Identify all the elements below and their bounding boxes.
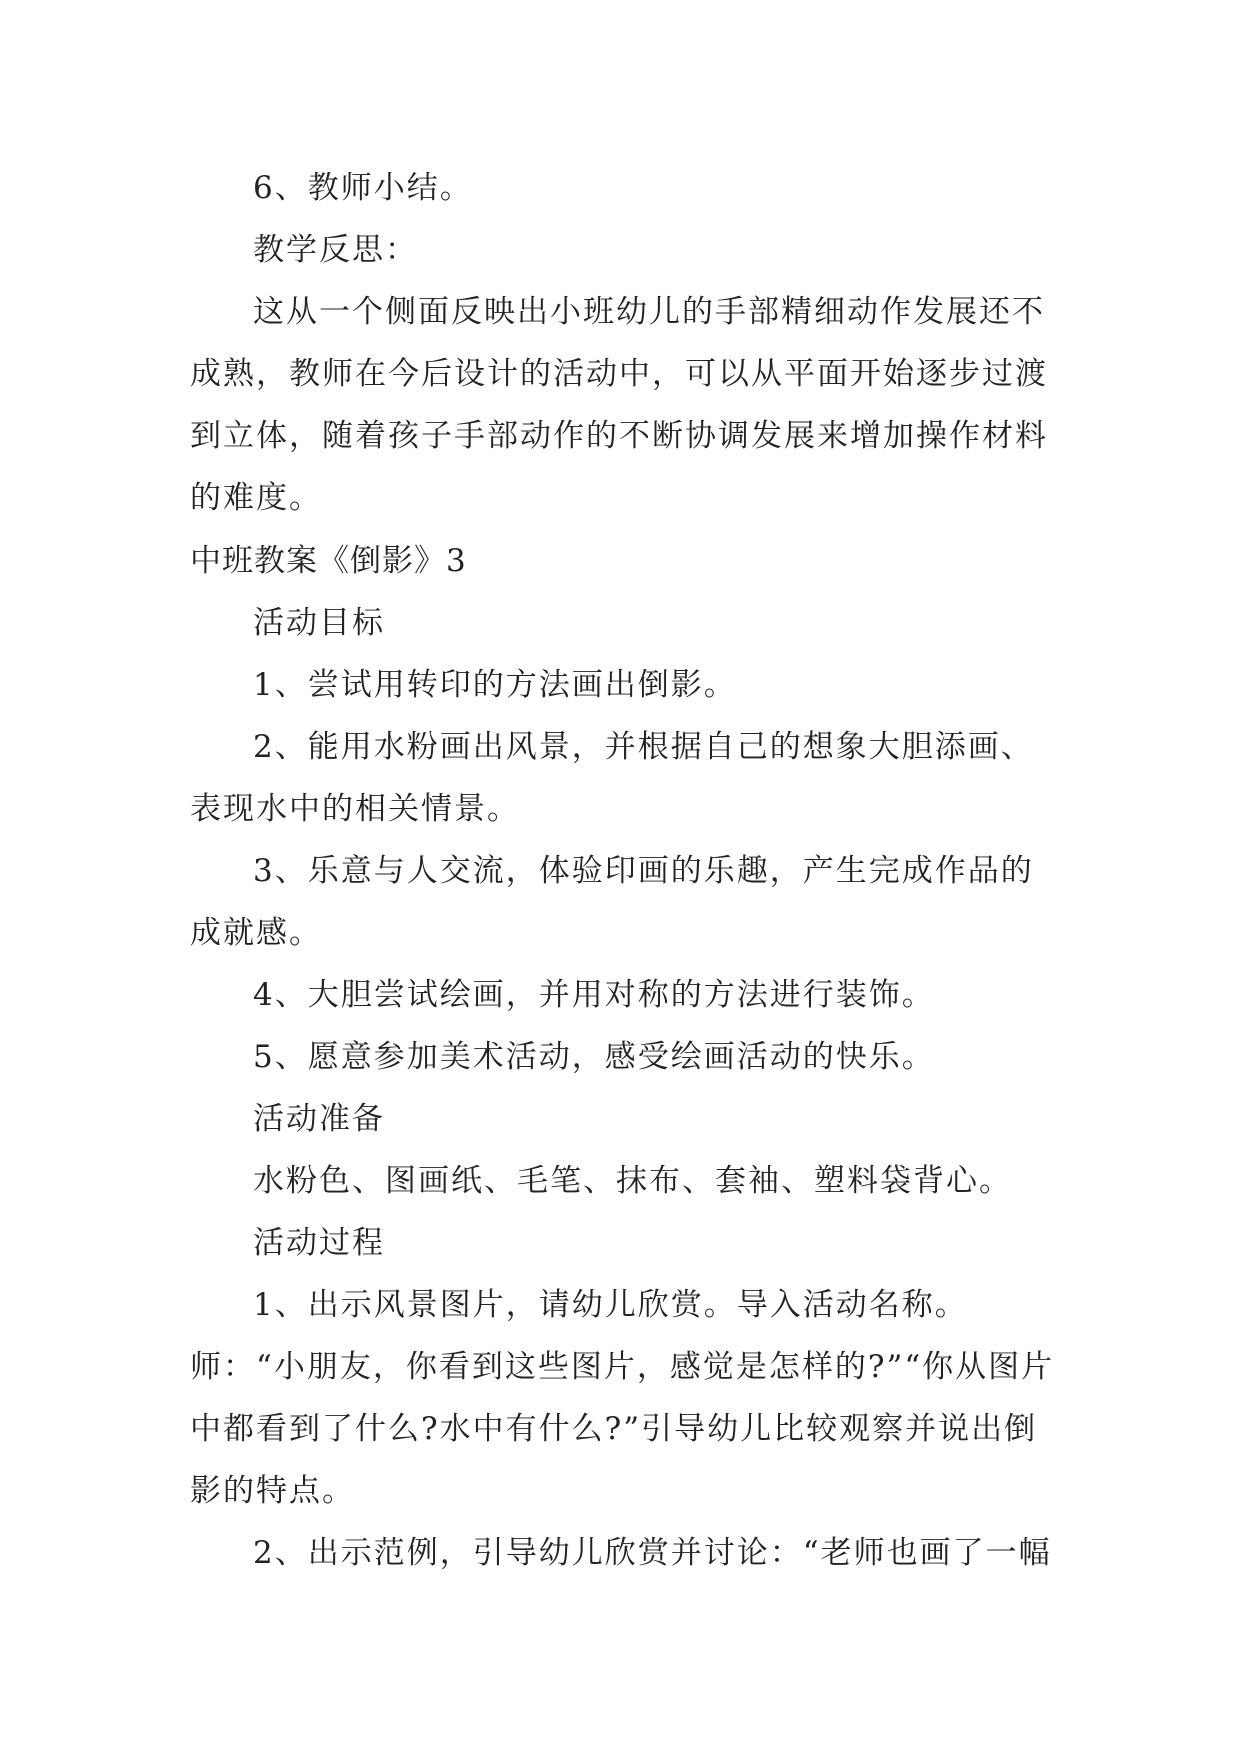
reflection-paragraph: 这从一个侧面反映出小班幼儿的手部精细动作发展还不成熟，教师在今后设计的活动中，可以从平面开始逐步过渡到立体，随着孩子手部动作的不断协调发展来增加操作材料的难度。: [190, 294, 1048, 516]
preparation-materials: 水粉色、图画纸、毛笔、抹布、套袖、塑料袋背心。: [253, 1163, 1012, 1199]
process-step: 1、出示风景图片，请幼儿欣赏。导入活动名称。师：“小朋友，你看到这些图片，感觉是怎样的?”“你从图片中都看到了什么?水中有什么?”引导幼儿比较观察并说出倒影的特点。: [190, 1287, 1055, 1509]
goal-item: 3、乐意与人交流，体验印画的乐趣，产生完成作品的成就感。: [190, 853, 1034, 951]
goal-item: 5、愿意参加美术活动，感受绘画活动的快乐。: [253, 1039, 935, 1075]
reflection-heading: 教学反思：: [253, 232, 418, 268]
lesson-title: 中班教案《倒影》3: [190, 543, 467, 579]
goal-item: 2、能用水粉画出风景，并根据自己的想象大胆添画、表现水中的相关情景。: [190, 729, 1034, 827]
goal-item: 1、尝试用转印的方法画出倒影。: [253, 667, 737, 703]
step-6-summary: 6、教师小结。: [253, 170, 473, 206]
process-heading: 活动过程: [253, 1225, 385, 1261]
goal-item: 4、大胆尝试绘画，并用对称的方法进行装饰。: [253, 977, 935, 1013]
preparation-heading: 活动准备: [253, 1101, 385, 1137]
process-step: 2、出示范例，引导幼儿欣赏并讨论：“老师也画了一幅: [253, 1535, 1052, 1571]
goals-heading: 活动目标: [253, 605, 385, 641]
